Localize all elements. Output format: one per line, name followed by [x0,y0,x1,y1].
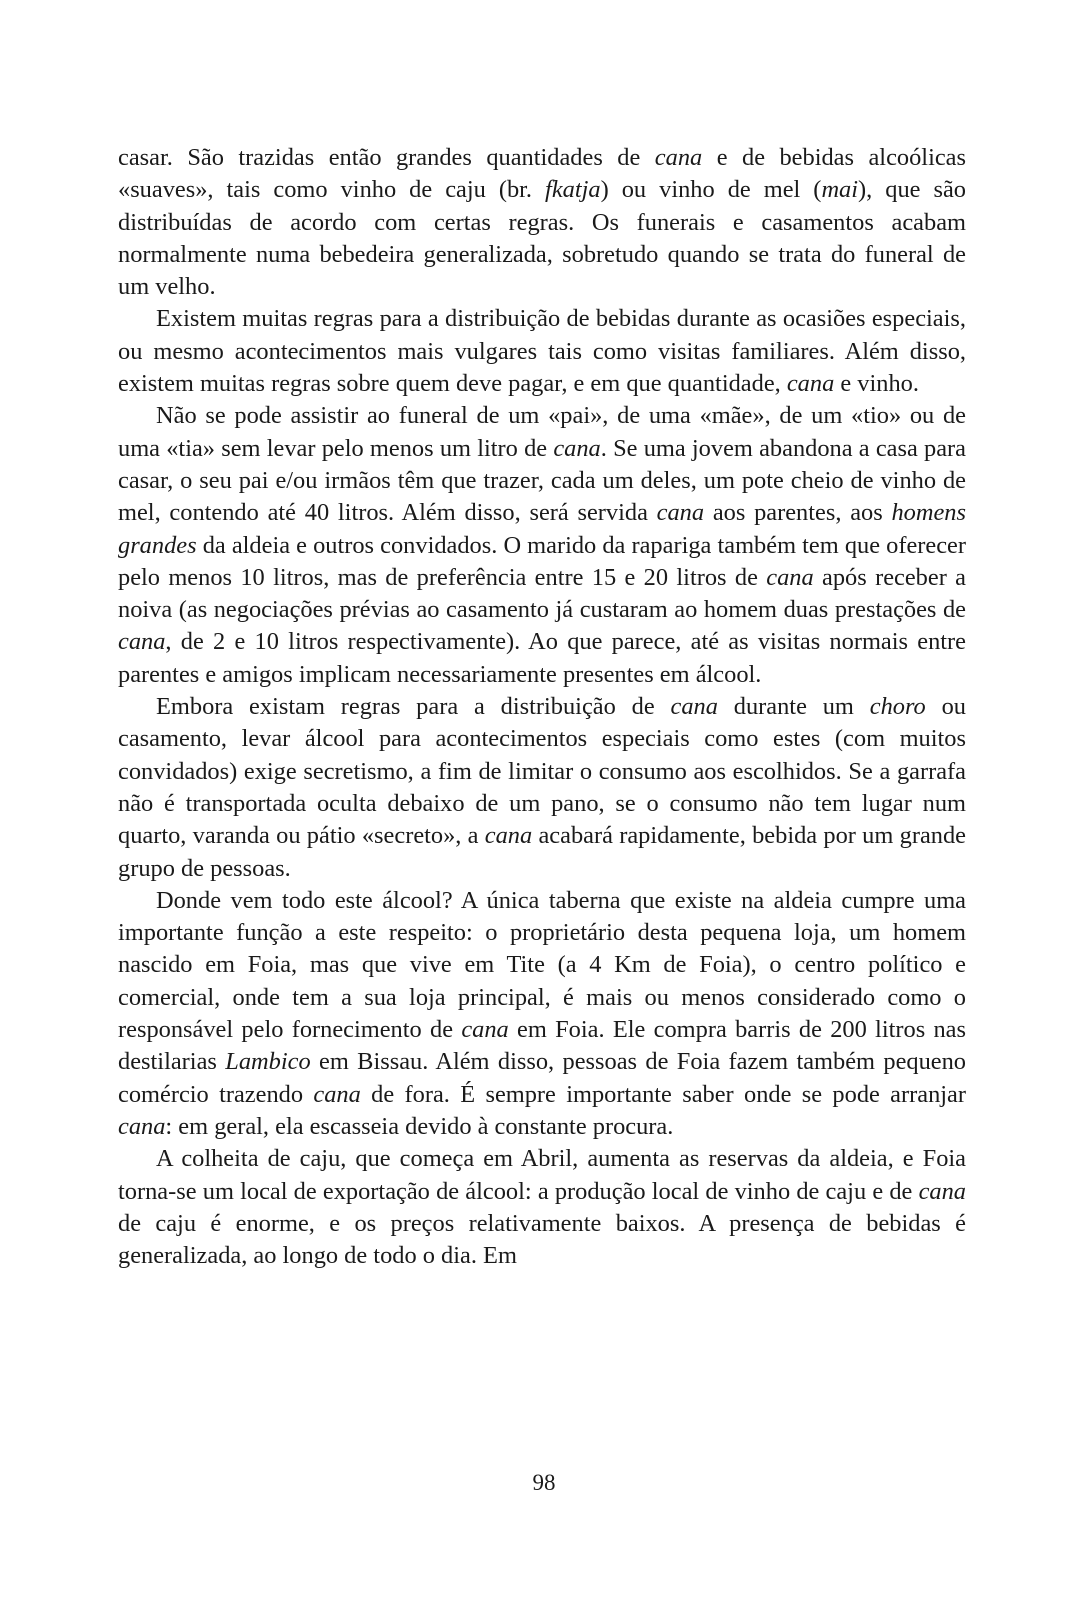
text-run: casar. São trazidas então grandes quantidades de [118,144,655,171]
italic-term: cana [654,144,703,171]
text-run: Embora existam regras para a distribuição de [156,693,671,721]
italic-term: cana [484,822,533,850]
italic-term: cana [918,1177,966,1205]
text-run: aos parentes, aos [704,499,892,527]
text-run: Não se pode assistir ao funeral de um «pai», de uma «mãe», de um «tio» ou de uma «tia» sem levar pelo menos um litro de [118,402,966,462]
italic-term: cana [670,693,718,721]
text-run: de caju é enorme, e os preços relativamente baixos. A presença de bebidas é generalizada, ao longo de todo o dia. Em [118,1209,966,1270]
text-run: em Foia. Ele compra barris de 200 litros nas destilarias [118,1016,966,1076]
text-run: acabará rapidamente, bebida por um grande grupo de pessoas. [118,822,966,882]
italic-term: cana [766,563,814,591]
italic-term: choro [869,693,926,721]
italic-term: cana [461,1016,509,1044]
body-paragraph [118,400,966,691]
text-run: de fora. É sempre importante saber onde se pode arranjar [360,1080,966,1108]
italic-term: cana [118,1112,166,1140]
text-run: e de bebidas alcoólicas «suaves», tais como vinho de caju (br. [118,144,966,204]
italic-term: fkatja [545,176,601,204]
body-paragraph [118,1143,966,1272]
text-run: ), que são distribuídas de acordo com certas regras. Os funerais e casamentos acabam normalmente numa bebedeira generalizada, sobretudo quando se trata do funeral de um velho. [118,176,966,301]
italic-term: mai [821,176,859,204]
italic-term: cana [118,628,166,656]
text-run: A colheita de caju, que começa em Abril, aumenta as reservas da aldeia, e Foia torna-se um local de exportação de álcool: a produção local de vinho de caju e de [118,1145,966,1205]
text-run: : em geral, ela escasseia devido à constante procura. [165,1112,674,1140]
italic-term: cana [553,434,601,462]
text-run: ) ou vinho de mel ( [600,176,822,204]
italic-term: cana [786,370,835,398]
body-paragraph [118,691,966,885]
text-run: ou casamento, levar álcool para acontecimentos especiais como estes (com muitos convidados) exige secretismo, a fim de limitar o consumo aos escolhidos. Se a garrafa não é transportada oculta debaixo de um pano, se o consumo não tem lugar num quarto, varanda ou pátio «secreto», a [118,693,966,850]
text-run: durante um [717,693,870,721]
page-number: 98 [532,1470,556,1495]
text-run: da aldeia e outros convidados. O marido da rapariga também tem que oferecer pelo menos 10 litros, mas de preferência entre 15 e 20 litros de [118,531,966,591]
text-run: , de 2 e 10 litros respectivamente). Ao que parece, até as visitas normais entre parentes e amigos implicam necessariamente presentes em álcool. [118,628,966,688]
page-body [118,142,966,1272]
text-run: após receber a noiva (as negociações prévias ao casamento já custaram ao homem duas prestações de [118,563,966,624]
italic-term: Lambico [225,1048,311,1076]
italic-term: homens grandes [118,499,966,559]
text-run: e vinho. [834,370,919,398]
text-run: . Se uma jovem abandona a casa para casar, o seu pai e/ou irmãos têm que trazer, cada um deles, um pote cheio de vinho de mel, contendo até 40 litros. Além disso, será servida [118,434,966,527]
text-run: Existem muitas regras para a distribuição de bebidas durante as ocasiões especiais, ou mesmo acontecimentos mais vulgares tais como visitas familiares. Além disso, existem muitas regras sobre quem deve pagar, e em que quantidade, [118,305,966,398]
text-run: em Bissau. Além disso, pessoas de Foia fazem também pequeno comércio trazendo [118,1048,967,1108]
italic-term: cana [313,1080,361,1108]
body-paragraph [118,885,966,1143]
body-paragraph [118,142,966,303]
italic-term: cana [656,499,705,527]
text-run: Donde vem todo este álcool? A única taberna que existe na aldeia cumpre uma importante função a este respeito: o proprietário desta pequena loja, um homem nascido em Foia, mas que vive em Tite (a 4 Km de Foia), o centro político e comercial, onde tem a sua loja principal, é mais ou menos considerado como o responsável pelo fornecimento de [118,886,966,1044]
body-paragraph [118,303,966,400]
